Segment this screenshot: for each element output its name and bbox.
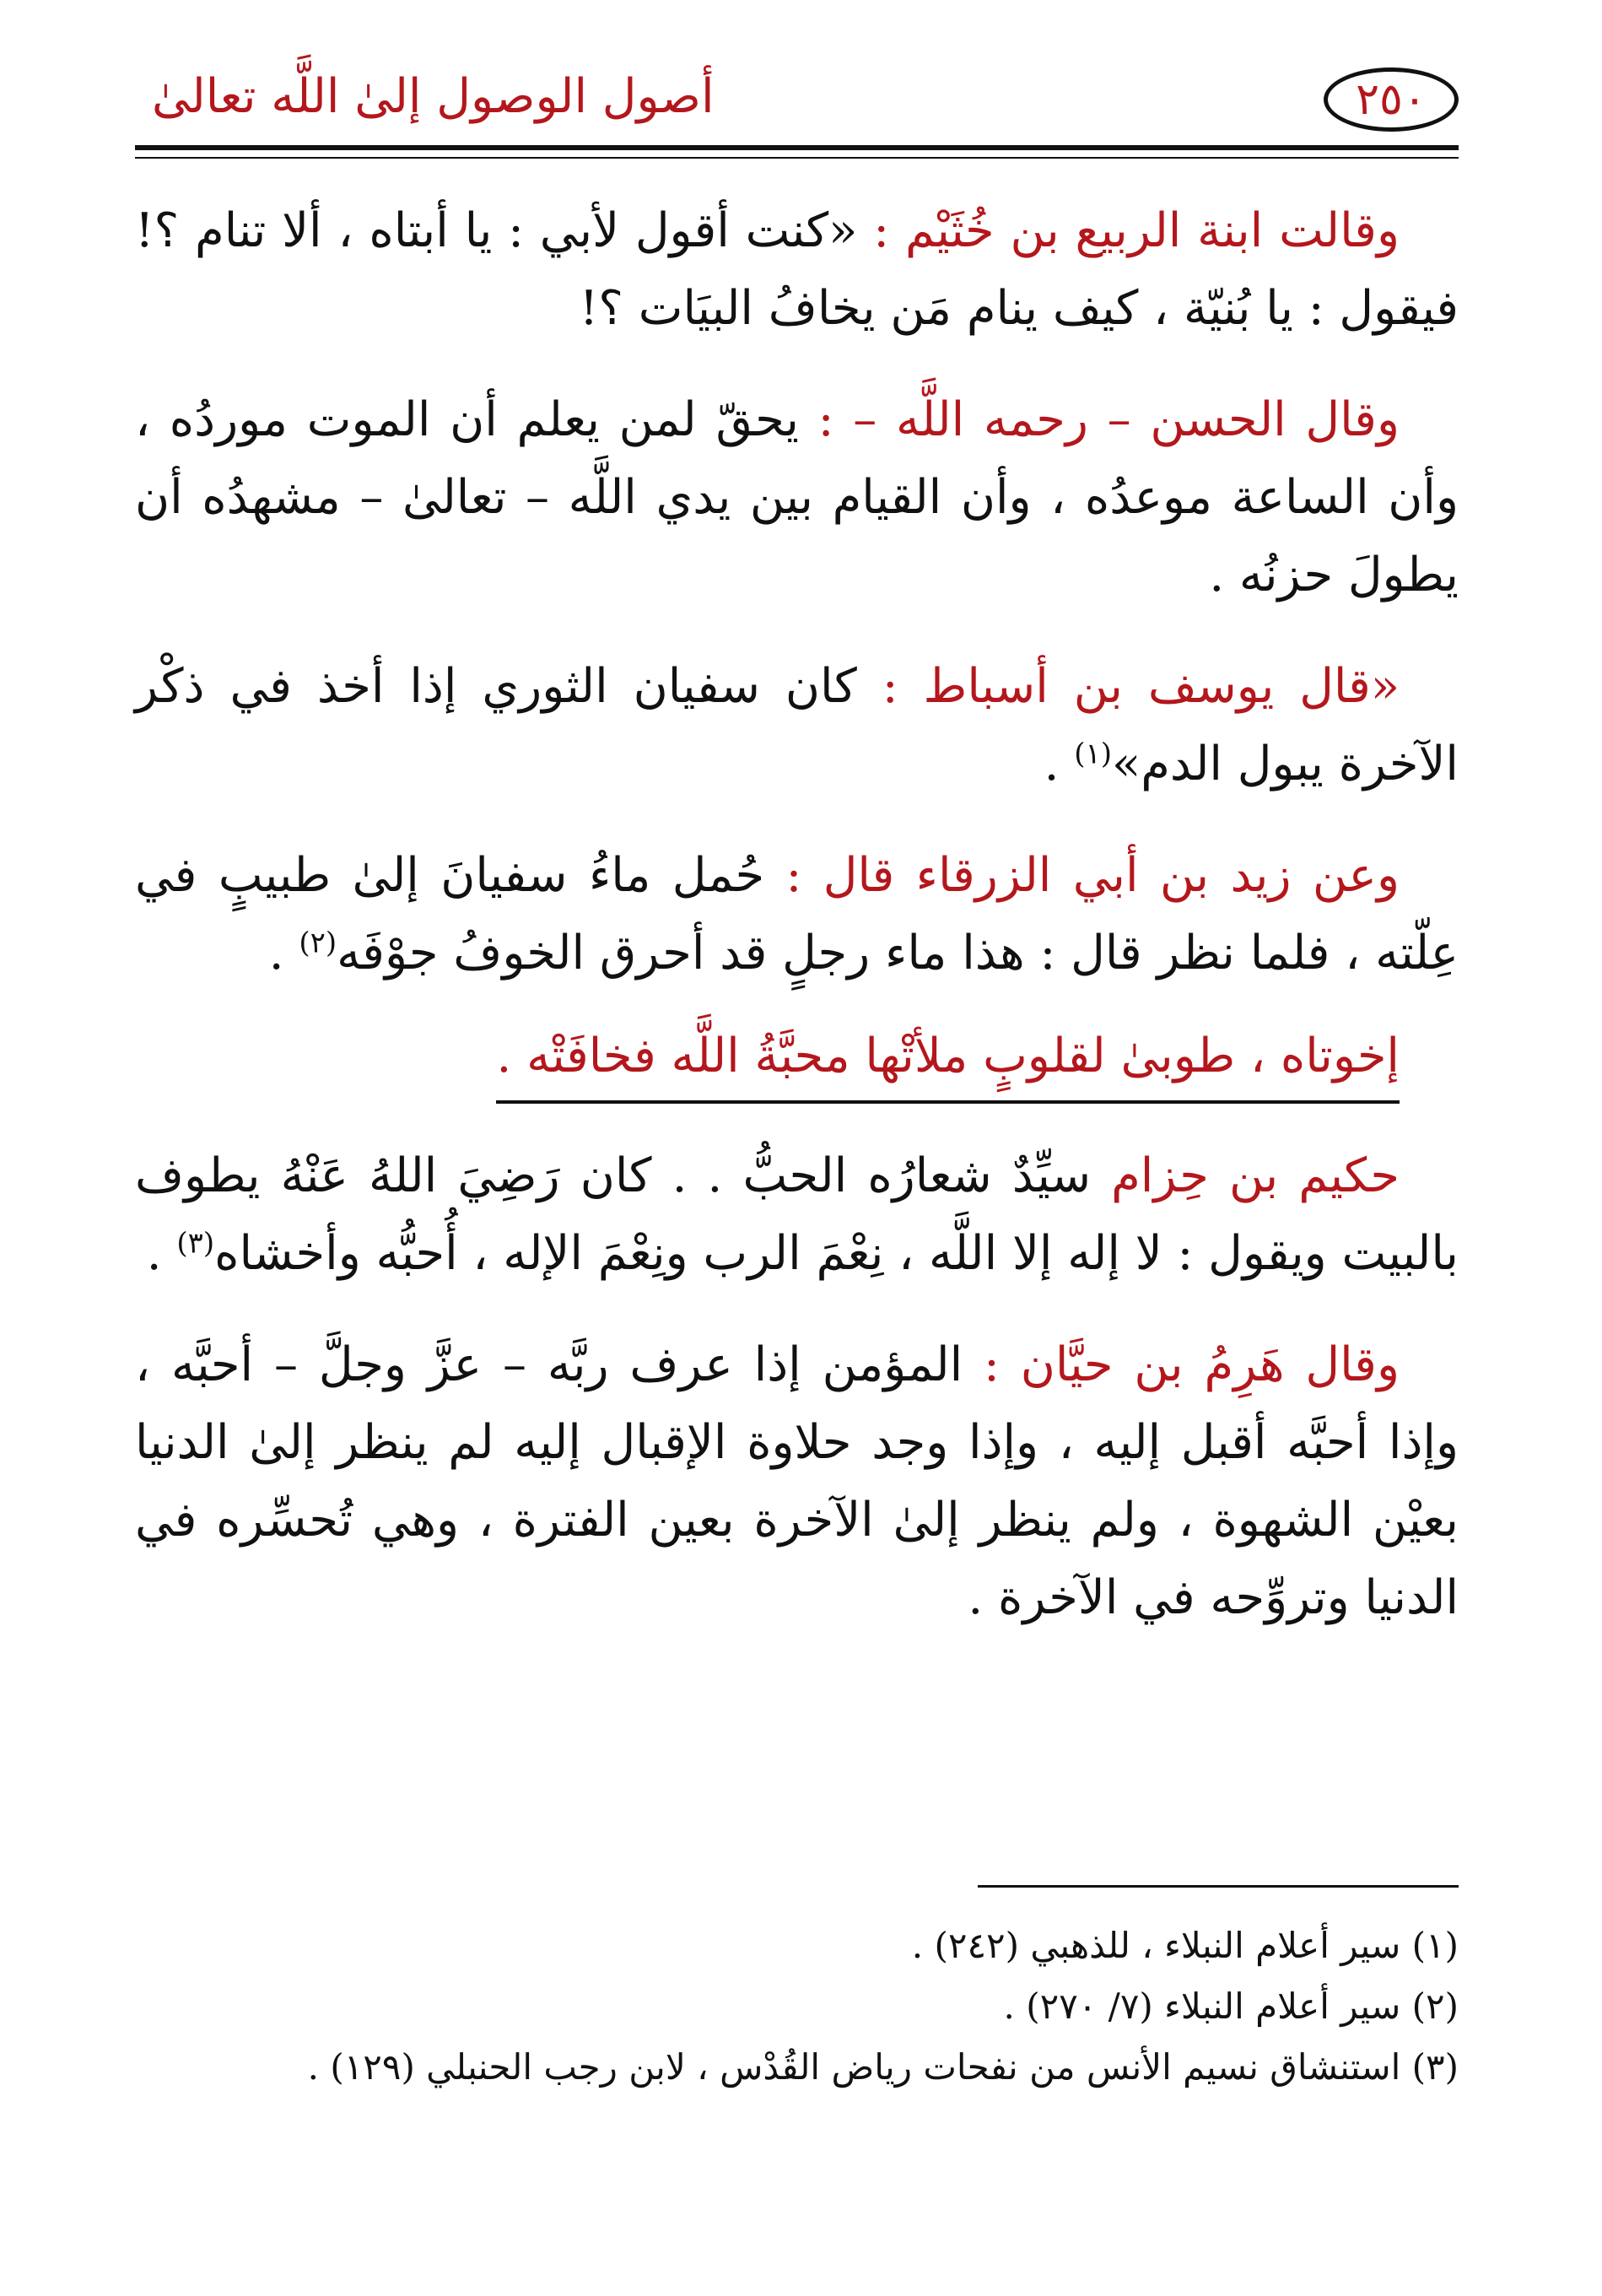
paragraph-tail: . [268,926,299,981]
paragraph-text: كان سفيان الثوري إذا أخذ في ذكْر الآخرة يبول الدم» [135,659,1459,791]
footnote-separator [978,1885,1459,1888]
main-text [135,192,1459,1671]
paragraph-tail: . [1044,737,1075,791]
paragraph-rabi-daughter [135,192,1459,348]
header-rule-thick [135,145,1459,150]
footnote-ref-1: (١) [1074,737,1112,771]
footnote-ref-2: (٢) [299,926,337,960]
speaker-name: وقال هَرِمُ بن حيَّان : [984,1337,1400,1392]
highlight-block [135,1018,1459,1104]
paragraph-text: المؤمن إذا عرف ربَّه – عزَّ وجلَّ – أحبَّه ، وإذا أحبَّه أقبل إليه ، وإذا وجد حلاوة الإقبال إليه لم ينظر إلىٰ الدنيا بعيْن الشهوة ، ولم ينظر إلىٰ الآخرة بعين الفترة ، وهي تُحسِّره في الدنيا وتروِّحه في الآخرة . [135,1337,1459,1625]
footnote-2: (٢) سير أعلام النبلاء (٧/ ٢٧٠) . [1003,1985,1459,2027]
speaker-name: وقال الحسن – رحمه اللَّه – : [817,392,1400,447]
paragraph-yusuf [135,648,1459,803]
page-header [135,59,1459,143]
footnote-ref-3: (٣) [176,1226,215,1261]
footnote-3: (٣) استنشاق نسيم الأنس من نفحات رياض القُدْس ، لابن رجب الحنبلي (١٢٩) . [307,2046,1459,2088]
paragraph-text: يحقّ لمن يعلم أن الموت موردُه ، وأن الساعة موعدُه ، وأن القيام بين يدي اللَّه – تعالىٰ – مشهدُه أن يطولَ حزنُه . [135,392,1459,602]
footnote-1: (١) سير أعلام النبلاء ، للذهبي (٢٤٢) . [911,1925,1459,1966]
running-title: أصول الوصول إلىٰ اللَّه تعالىٰ [152,69,715,124]
paragraph-zayd [135,837,1459,992]
highlight-sentence: إخوتاه ، طوبىٰ لقلوبٍ ملأتْها محبَّةُ اللَّه فخافَتْه . [496,1018,1400,1104]
page-number-badge: ٢٥٠ [1324,68,1459,132]
header-rule-thin [135,157,1459,159]
paragraph-text: «كنت أقول لأبي : يا أبتاه ، ألا تنام ؟! فيقول : يا بُنيّة ، كيف ينام مَن يخافُ البيَات ؟! [135,203,1459,336]
speaker-name: حكيم بن حِزام [1111,1148,1400,1203]
paragraph-hasan [135,381,1459,614]
footnotes [135,1915,1459,2098]
paragraph-hakim [135,1137,1459,1293]
paragraph-text: حُمل ماءُ سفيانَ إلىٰ طبيبٍ في عِلّته ، فلما نظر قال : هذا ماء رجلٍ قد أحرق الخوفُ جوْفَه [135,848,1459,981]
paragraph-text: سيِّدٌ شعارُه الحبُّ . . كان رَضِيَ اللهُ عَنْهُ يطوف بالبيت ويقول : لا إله إلا اللَّه ، نِعْمَ الرب ونِعْمَ الإله ، أُحبُّه وأخشاه [135,1148,1459,1281]
speaker-name: وقالت ابنة الربيع بن خُثَيْم : [873,203,1400,258]
speaker-name: «قال يوسف بن أسباط : [882,659,1400,714]
paragraph-tail: . [146,1226,177,1281]
paragraph-harim [135,1326,1459,1637]
speaker-name: وعن زيد بن أبي الزرقاء قال : [785,848,1400,903]
